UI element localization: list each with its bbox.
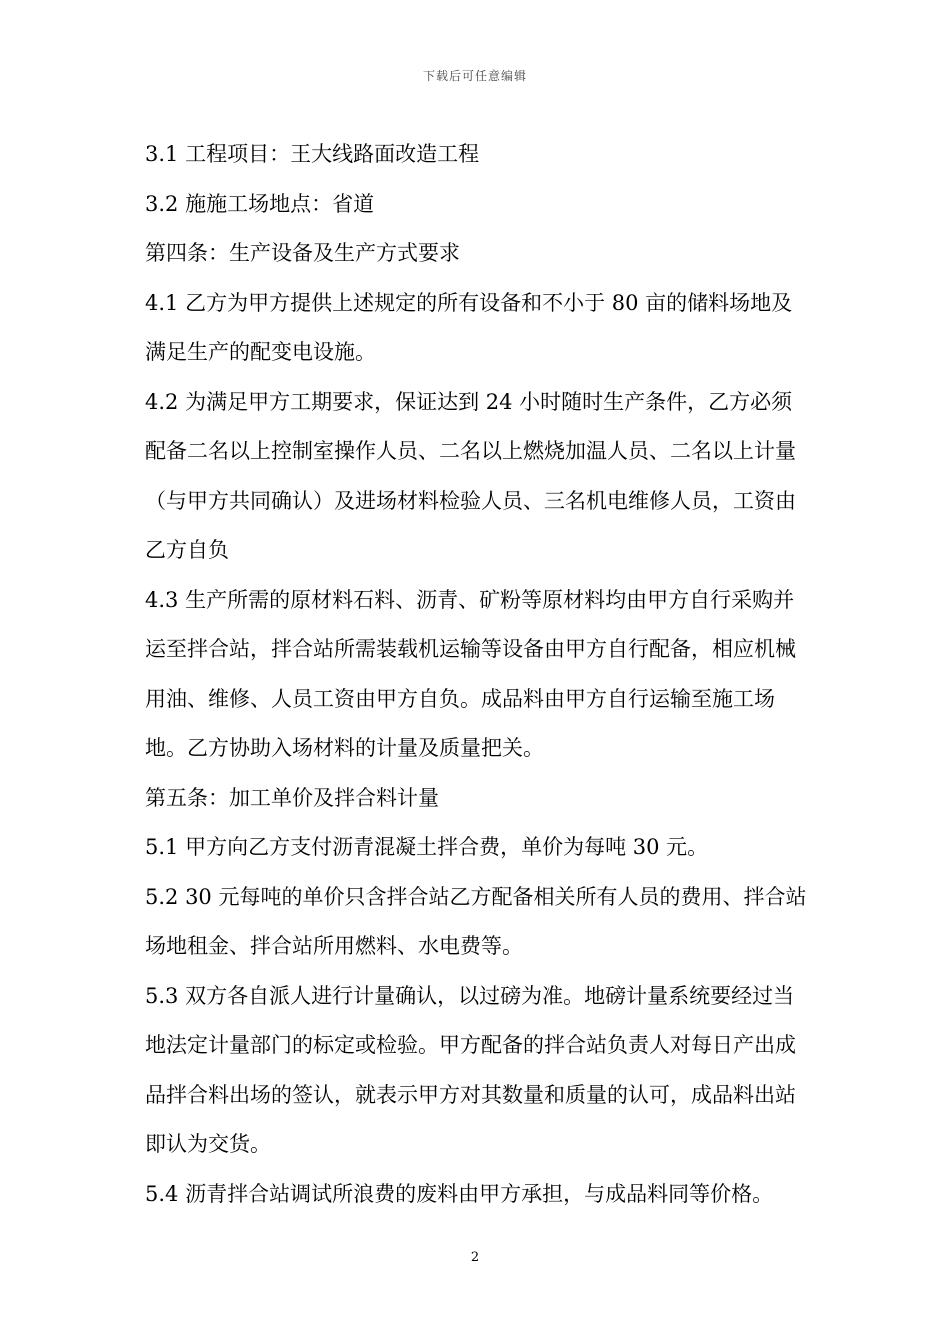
paragraph-5-3: 5.3 双方各自派人进行计量确认，以过磅为准。地磅计量系统要经过当地法定计量部门的标定或检验。甲方配备的拌合站负责人对每日产出成品拌合料出场的签认，就表示甲方对其数量和质量的认可，成品料出站即认为交货。: [145, 983, 796, 1156]
paragraph-5-1: 5.1 甲方向乙方支付沥青混凝土拌合费，单价为每吨 30 元。: [145, 835, 709, 859]
paragraph-5-2: 5.2 30 元每吨的单价只含拌合站乙方配备相关所有人员的费用、拌合站场地租金、拌合站所用燃料、水电费等。: [145, 884, 807, 958]
paragraph-3-1: 3.1 工程项目：王大线路面改造工程: [145, 142, 480, 166]
paragraph-3-2: 3.2 施施工场地点：省道: [145, 191, 375, 216]
paragraph-4-3: 4.3 生产所需的原材料石料、沥青、矿粉等原材料均由甲方自行采购并运至拌合站，拌合站所需装载机运输等设备由甲方自行配备，相应机械用油、维修、人员工资由甲方自负。成品料由甲方自行运输至施工场地。乙方协助入场材料的计量及质量把关。: [145, 587, 796, 760]
document-body: [145, 130, 810, 1219]
paragraph-4-1: 4.1 乙方为甲方提供上述规定的所有设备和不小于 80 亩的储料场地及满足生产的配变电设施。: [145, 290, 793, 364]
paragraph-4-2: 4.2 为满足甲方工期要求，保证达到 24 小时随时生产条件，乙方必须配备二名以上控制室操作人员、二名以上燃烧加温人员、二名以上计量（与甲方共同确认）及进场材料检验人员、三名机电维修人员，工资由乙方自负: [145, 389, 796, 562]
page-number: 2: [470, 1250, 480, 1265]
section-heading-article-4: 第四条：生产设备及生产方式要求: [145, 241, 460, 265]
section-heading-article-5: 第五条：加工单价及拌合料计量: [145, 785, 439, 810]
paragraph-5-4: 5.4 沥青拌合站调试所浪费的废料由甲方承担，与成品料同等价格。: [145, 1181, 774, 1206]
page-header-note: 下载后可任意编辑: [422, 69, 527, 83]
